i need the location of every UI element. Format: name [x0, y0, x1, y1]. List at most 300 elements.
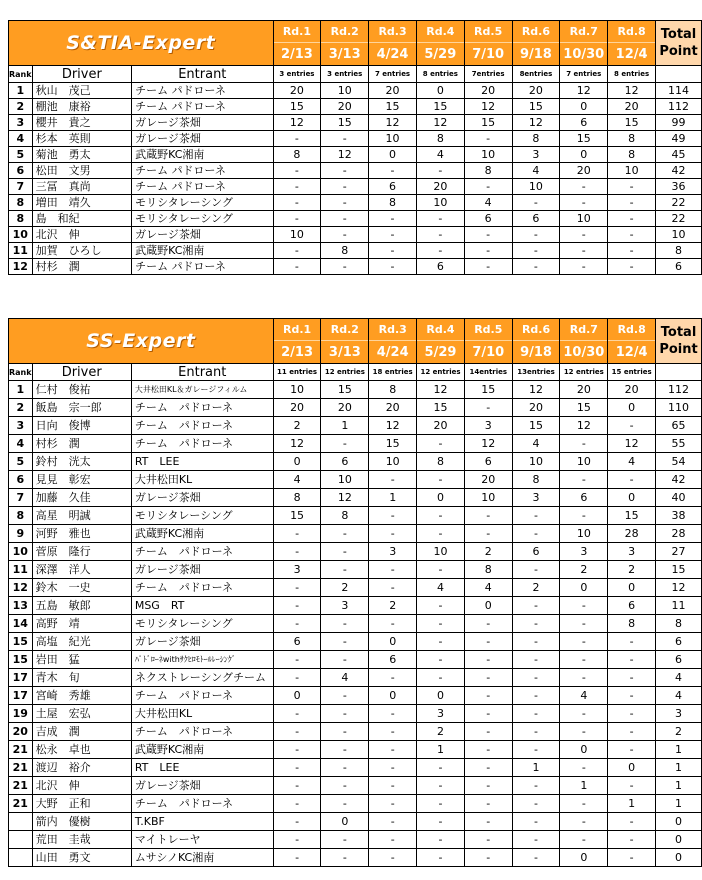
round-label: Rd.8 — [608, 319, 656, 341]
round-points-cell: - — [321, 163, 369, 179]
round-points-cell: - — [321, 759, 369, 777]
rank-cell: 9 — [9, 525, 33, 543]
round-points-cell: 10 — [560, 453, 608, 471]
round-points-cell: 8 — [273, 147, 321, 163]
round-points-cell: 10 — [464, 147, 512, 163]
table-row — [9, 131, 702, 147]
rank-cell: 1 — [9, 83, 33, 99]
round-points-cell: - — [321, 525, 369, 543]
round-points-cell: - — [273, 543, 321, 561]
round-points-cell: - — [369, 507, 417, 525]
round-date: 4/24 — [369, 341, 417, 364]
driver-cell: 増田 靖久 — [32, 195, 132, 211]
round-points-cell: 15 — [560, 399, 608, 417]
round-points-cell: 20 — [512, 83, 560, 99]
driver-cell: 山田 勇文 — [32, 849, 131, 867]
entrant-cell: チーム パドローネ — [131, 687, 273, 705]
round-points-cell: - — [512, 615, 560, 633]
entry-count: 7 entries — [560, 66, 608, 83]
round-points-cell: 6 — [416, 259, 464, 275]
round-points-cell: 6 — [608, 597, 656, 615]
round-points-cell: - — [417, 669, 465, 687]
round-points-cell: - — [273, 795, 321, 813]
round-points-cell: - — [417, 849, 465, 867]
driver-cell: 高野 靖 — [32, 615, 131, 633]
round-points-cell: - — [417, 759, 465, 777]
total-points-cell: 112 — [656, 99, 702, 115]
round-points-cell: 20 — [560, 381, 608, 399]
round-points-cell: 12 — [464, 99, 512, 115]
round-points-cell: 0 — [369, 147, 417, 163]
round-points-cell: - — [464, 651, 512, 669]
round-points-cell: 1 — [512, 759, 560, 777]
round-points-cell: - — [416, 227, 464, 243]
round-points-cell: - — [560, 259, 608, 275]
round-points-cell: 15 — [512, 99, 560, 115]
entrant-cell: チーム パドローネ — [132, 83, 273, 99]
table-row — [9, 435, 702, 453]
entrant-column-header: Entrant — [131, 364, 273, 381]
table-row — [9, 669, 702, 687]
round-points-cell: 8 — [464, 163, 512, 179]
entry-count: 12 entries — [321, 364, 369, 381]
round-points-cell: - — [273, 705, 321, 723]
round-points-cell: - — [273, 741, 321, 759]
round-points-cell: - — [464, 227, 512, 243]
round-points-cell: 8 — [512, 471, 560, 489]
round-points-cell: - — [321, 705, 369, 723]
round-points-cell: - — [321, 687, 369, 705]
round-points-cell: 0 — [608, 759, 656, 777]
round-points-cell: 6 — [464, 211, 512, 227]
total-points-cell: 22 — [656, 195, 702, 211]
round-points-cell: 12 — [417, 381, 465, 399]
round-date: 4/24 — [369, 43, 417, 66]
rank-cell: 12 — [9, 579, 33, 597]
round-points-cell: 10 — [560, 211, 608, 227]
round-points-cell: 6 — [512, 211, 560, 227]
round-date: 9/18 — [512, 341, 560, 364]
table-row — [9, 795, 702, 813]
round-points-cell: - — [417, 813, 465, 831]
round-points-cell: - — [464, 813, 512, 831]
total-points-cell: 4 — [656, 687, 702, 705]
rank-cell: 11 — [9, 243, 33, 259]
round-points-cell: - — [273, 759, 321, 777]
round-points-cell: 1 — [608, 795, 656, 813]
round-points-cell: 10 — [608, 163, 656, 179]
round-points-cell: - — [512, 705, 560, 723]
round-points-cell: 10 — [417, 543, 465, 561]
table-row — [9, 777, 702, 795]
table-row — [9, 525, 702, 543]
round-date: 7/10 — [464, 43, 512, 66]
total-points-cell: 6 — [656, 259, 702, 275]
entrant-column-header: Entrant — [132, 66, 273, 83]
table-row — [9, 651, 702, 669]
entrant-cell: ガレージ茶畑 — [131, 633, 273, 651]
entrant-cell: チーム パドローネ — [132, 179, 273, 195]
round-points-cell: 12 — [608, 83, 656, 99]
entry-count: 8 entries — [416, 66, 464, 83]
driver-cell: 鈴木 一史 — [32, 579, 131, 597]
round-points-cell: 0 — [321, 813, 369, 831]
rank-cell: 10 — [9, 227, 33, 243]
round-points-cell: - — [321, 795, 369, 813]
round-label: Rd.1 — [273, 21, 321, 43]
rank-cell: 17 — [9, 669, 33, 687]
total-points-cell: 6 — [656, 651, 702, 669]
round-points-cell: - — [321, 435, 369, 453]
round-points-cell: - — [560, 507, 608, 525]
entrant-cell: モリシタレーシング — [131, 615, 273, 633]
round-label: Rd.3 — [369, 319, 417, 341]
round-points-cell: 10 — [321, 83, 369, 99]
round-points-cell: - — [369, 849, 417, 867]
round-points-cell: - — [464, 633, 512, 651]
round-points-cell: 2 — [321, 579, 369, 597]
round-points-cell: 15 — [321, 115, 369, 131]
entrant-cell: ムサシノKC湘南 — [131, 849, 273, 867]
table-row — [9, 849, 702, 867]
entrant-cell: チーム パドローネ — [132, 259, 273, 275]
table-row — [9, 195, 702, 211]
entrant-cell: チーム パドローネ — [131, 543, 273, 561]
round-date: 12/4 — [608, 341, 656, 364]
table-row — [9, 687, 702, 705]
round-points-cell: 2 — [417, 723, 465, 741]
round-points-cell: - — [560, 633, 608, 651]
round-points-cell: 3 — [417, 705, 465, 723]
entrant-cell: MSG RT — [131, 597, 273, 615]
round-points-cell: - — [321, 723, 369, 741]
rank-cell: 8 — [9, 507, 33, 525]
total-points-cell: 10 — [656, 227, 702, 243]
rank-cell: 8 — [9, 195, 33, 211]
rank-cell: 3 — [9, 417, 33, 435]
driver-cell: 見見 彰宏 — [32, 471, 131, 489]
round-points-cell: 0 — [417, 489, 465, 507]
round-points-cell: - — [417, 795, 465, 813]
driver-cell: 北沢 伸 — [32, 777, 131, 795]
round-points-cell: 10 — [464, 489, 512, 507]
total-points-cell: 110 — [656, 399, 702, 417]
round-label: Rd.3 — [369, 21, 417, 43]
round-points-cell: - — [512, 741, 560, 759]
round-points-cell: 12 — [512, 381, 560, 399]
round-points-cell: 10 — [560, 525, 608, 543]
round-points-cell: 4 — [417, 579, 465, 597]
round-points-cell: - — [273, 243, 321, 259]
driver-cell: 岩田 猛 — [32, 651, 131, 669]
round-points-cell: 8 — [608, 147, 656, 163]
round-points-cell: - — [560, 813, 608, 831]
round-points-cell: - — [464, 669, 512, 687]
table-row — [9, 705, 702, 723]
round-label: Rd.4 — [416, 21, 464, 43]
entry-count: 3 entries — [273, 66, 321, 83]
round-points-cell: - — [273, 777, 321, 795]
round-points-cell: 4 — [273, 471, 321, 489]
round-points-cell: 12 — [416, 115, 464, 131]
rank-cell: 20 — [9, 723, 33, 741]
round-points-cell: - — [369, 831, 417, 849]
round-points-cell: - — [416, 163, 464, 179]
round-points-cell: - — [608, 227, 656, 243]
round-date: 10/30 — [560, 341, 608, 364]
driver-cell: 深澤 洋人 — [32, 561, 131, 579]
round-points-cell: 8 — [273, 489, 321, 507]
round-points-cell: - — [512, 507, 560, 525]
round-points-cell: - — [608, 195, 656, 211]
round-points-cell: - — [560, 669, 608, 687]
round-points-cell: - — [464, 777, 512, 795]
table-row — [9, 163, 702, 179]
driver-cell: 松永 卓也 — [32, 741, 131, 759]
driver-cell: 島 和紀 — [32, 211, 132, 227]
rank-cell: 1 — [9, 381, 33, 399]
round-points-cell: - — [512, 795, 560, 813]
round-points-cell: 6 — [273, 633, 321, 651]
round-date: 5/29 — [417, 341, 465, 364]
rank-cell — [9, 849, 33, 867]
driver-cell: 大野 正和 — [32, 795, 131, 813]
total-points-cell: 3 — [656, 705, 702, 723]
rank-cell: 10 — [9, 543, 33, 561]
total-points-cell: 65 — [656, 417, 702, 435]
total-point-header: Total Point — [656, 21, 702, 66]
round-points-cell: - — [464, 759, 512, 777]
round-points-cell: 8 — [417, 453, 465, 471]
round-points-cell: - — [369, 163, 417, 179]
round-date: 5/29 — [416, 43, 464, 66]
round-points-cell: - — [464, 507, 512, 525]
round-points-cell: - — [273, 849, 321, 867]
round-points-cell: - — [512, 777, 560, 795]
round-points-cell: - — [417, 525, 465, 543]
round-points-cell: - — [321, 227, 369, 243]
rank-cell: 17 — [9, 687, 33, 705]
round-points-cell: 3 — [512, 147, 560, 163]
rank-cell: 4 — [9, 435, 33, 453]
table-row — [9, 507, 702, 525]
round-points-cell: 20 — [273, 399, 321, 417]
entry-count: 14entries — [464, 364, 512, 381]
table-row — [9, 813, 702, 831]
rank-cell: 13 — [9, 597, 33, 615]
round-points-cell: 20 — [512, 399, 560, 417]
rank-cell: 7 — [9, 179, 33, 195]
round-points-cell: 0 — [560, 579, 608, 597]
round-points-cell: - — [273, 723, 321, 741]
round-points-cell: 20 — [416, 179, 464, 195]
round-points-cell: 8 — [369, 195, 417, 211]
round-points-cell: - — [608, 259, 656, 275]
round-points-cell: - — [560, 435, 608, 453]
total-points-cell: 40 — [656, 489, 702, 507]
round-points-cell: - — [369, 615, 417, 633]
driver-cell: 秋山 茂己 — [32, 83, 132, 99]
entrant-cell: 大井松田KL＆ガレージフィルム — [131, 381, 273, 399]
entry-count: 15 entries — [608, 364, 656, 381]
round-points-cell: - — [464, 741, 512, 759]
round-points-cell: - — [512, 597, 560, 615]
round-points-cell: - — [321, 179, 369, 195]
total-point-header: Total Point — [656, 319, 702, 364]
rank-cell: 21 — [9, 795, 33, 813]
round-points-cell: - — [273, 597, 321, 615]
round-points-cell: - — [512, 687, 560, 705]
round-points-cell: - — [608, 211, 656, 227]
table-row — [9, 83, 702, 99]
round-points-cell: - — [369, 471, 417, 489]
round-points-cell: 15 — [608, 507, 656, 525]
total-points-cell: 42 — [656, 163, 702, 179]
entry-count: 11 entries — [273, 364, 321, 381]
driver-cell: 三冨 真尚 — [32, 179, 132, 195]
round-points-cell: 15 — [417, 399, 465, 417]
table-row — [9, 471, 702, 489]
round-points-cell: - — [464, 705, 512, 723]
rank-cell: 11 — [9, 561, 33, 579]
rank-cell: 14 — [9, 615, 33, 633]
round-points-cell: 2 — [273, 417, 321, 435]
rank-column-header: Rank — [9, 66, 33, 83]
driver-cell: 青木 旬 — [32, 669, 131, 687]
total-points-cell: 1 — [656, 741, 702, 759]
rank-cell: 4 — [9, 131, 33, 147]
round-points-cell: - — [417, 435, 465, 453]
table-row — [9, 243, 702, 259]
round-label: Rd.4 — [417, 319, 465, 341]
entry-count: 13entries — [512, 364, 560, 381]
total-points-cell: 0 — [656, 813, 702, 831]
total-points-cell: 0 — [656, 831, 702, 849]
round-points-cell: 2 — [369, 597, 417, 615]
round-points-cell: - — [321, 211, 369, 227]
rank-cell: 3 — [9, 115, 33, 131]
total-points-cell: 55 — [656, 435, 702, 453]
driver-cell: 荒田 圭哉 — [32, 831, 131, 849]
round-points-cell: - — [608, 651, 656, 669]
total-points-cell: 1 — [656, 795, 702, 813]
total-points-cell: 38 — [656, 507, 702, 525]
round-points-cell: 8 — [321, 243, 369, 259]
entrant-cell: チーム パドローネ — [131, 723, 273, 741]
round-points-cell: 0 — [608, 489, 656, 507]
rank-cell: 7 — [9, 489, 33, 507]
round-points-cell: - — [464, 259, 512, 275]
round-points-cell: 6 — [464, 453, 512, 471]
round-points-cell: - — [273, 131, 321, 147]
driver-cell: 櫻井 貴之 — [32, 115, 132, 131]
round-points-cell: - — [512, 195, 560, 211]
round-points-cell: 4 — [608, 453, 656, 471]
entrant-cell: チーム パドローネ — [131, 399, 273, 417]
driver-cell: 飯島 宗一郎 — [32, 399, 131, 417]
rank-cell: 5 — [9, 147, 33, 163]
driver-cell: 松田 文男 — [32, 163, 132, 179]
round-points-cell: 4 — [321, 669, 369, 687]
driver-column-header: Driver — [32, 66, 132, 83]
round-label: Rd.1 — [273, 319, 321, 341]
driver-cell: 宮崎 秀雄 — [32, 687, 131, 705]
rank-cell: 2 — [9, 399, 33, 417]
round-points-cell: 12 — [560, 417, 608, 435]
round-points-cell: - — [512, 651, 560, 669]
entrant-cell: ガレージ茶畑 — [131, 561, 273, 579]
round-points-cell: - — [369, 723, 417, 741]
round-points-cell: 8 — [416, 131, 464, 147]
total-blank-cell — [656, 66, 702, 83]
round-points-cell: 12 — [321, 147, 369, 163]
driver-cell: 箭内 優樹 — [32, 813, 131, 831]
round-label: Rd.2 — [321, 21, 369, 43]
entrant-cell: 武蔵野KC湘南 — [131, 741, 273, 759]
round-points-cell: 10 — [369, 453, 417, 471]
table-title: S&TIA-Expert — [9, 21, 274, 66]
round-points-cell: 2 — [560, 561, 608, 579]
round-points-cell: - — [560, 615, 608, 633]
round-points-cell: 1 — [369, 489, 417, 507]
round-label: Rd.6 — [512, 319, 560, 341]
round-label: Rd.6 — [512, 21, 560, 43]
round-date: 12/4 — [608, 43, 656, 66]
entrant-cell: ガレージ茶畑 — [132, 227, 273, 243]
driver-column-header: Driver — [32, 364, 131, 381]
round-points-cell: 20 — [608, 381, 656, 399]
round-points-cell: 4 — [464, 579, 512, 597]
round-points-cell: 6 — [560, 489, 608, 507]
column-header-row — [9, 66, 702, 83]
table-title: SS-Expert — [9, 319, 274, 364]
table-row — [9, 561, 702, 579]
round-points-cell: - — [560, 723, 608, 741]
round-points-cell: 12 — [464, 435, 512, 453]
entry-count: 12 entries — [560, 364, 608, 381]
round-points-cell: 15 — [464, 115, 512, 131]
round-points-cell: 8 — [321, 507, 369, 525]
total-points-cell: 1 — [656, 759, 702, 777]
round-points-cell: - — [512, 723, 560, 741]
round-points-cell: 0 — [417, 687, 465, 705]
round-label: Rd.7 — [560, 21, 608, 43]
round-points-cell: - — [464, 525, 512, 543]
round-points-cell: 15 — [369, 99, 417, 115]
driver-cell: 吉成 潤 — [32, 723, 131, 741]
round-date: 2/13 — [273, 43, 321, 66]
round-points-cell: 12 — [369, 417, 417, 435]
table-row — [9, 259, 702, 275]
total-points-cell: 28 — [656, 525, 702, 543]
round-points-cell: - — [464, 131, 512, 147]
round-points-cell: - — [512, 831, 560, 849]
round-points-cell: 15 — [321, 381, 369, 399]
round-points-cell: 20 — [321, 99, 369, 115]
round-points-cell: - — [416, 211, 464, 227]
entrant-cell: チーム パドローネ — [131, 417, 273, 435]
round-label: Rd.5 — [464, 319, 512, 341]
round-points-cell: 2 — [512, 579, 560, 597]
round-points-cell: 4 — [512, 163, 560, 179]
rank-cell: 6 — [9, 471, 33, 489]
entrant-cell: モリシタレーシング — [131, 507, 273, 525]
round-points-cell: 12 — [321, 489, 369, 507]
driver-cell: 村杉 潤 — [32, 259, 132, 275]
round-points-cell: - — [321, 741, 369, 759]
round-points-cell: 10 — [416, 195, 464, 211]
round-points-cell: 4 — [560, 687, 608, 705]
